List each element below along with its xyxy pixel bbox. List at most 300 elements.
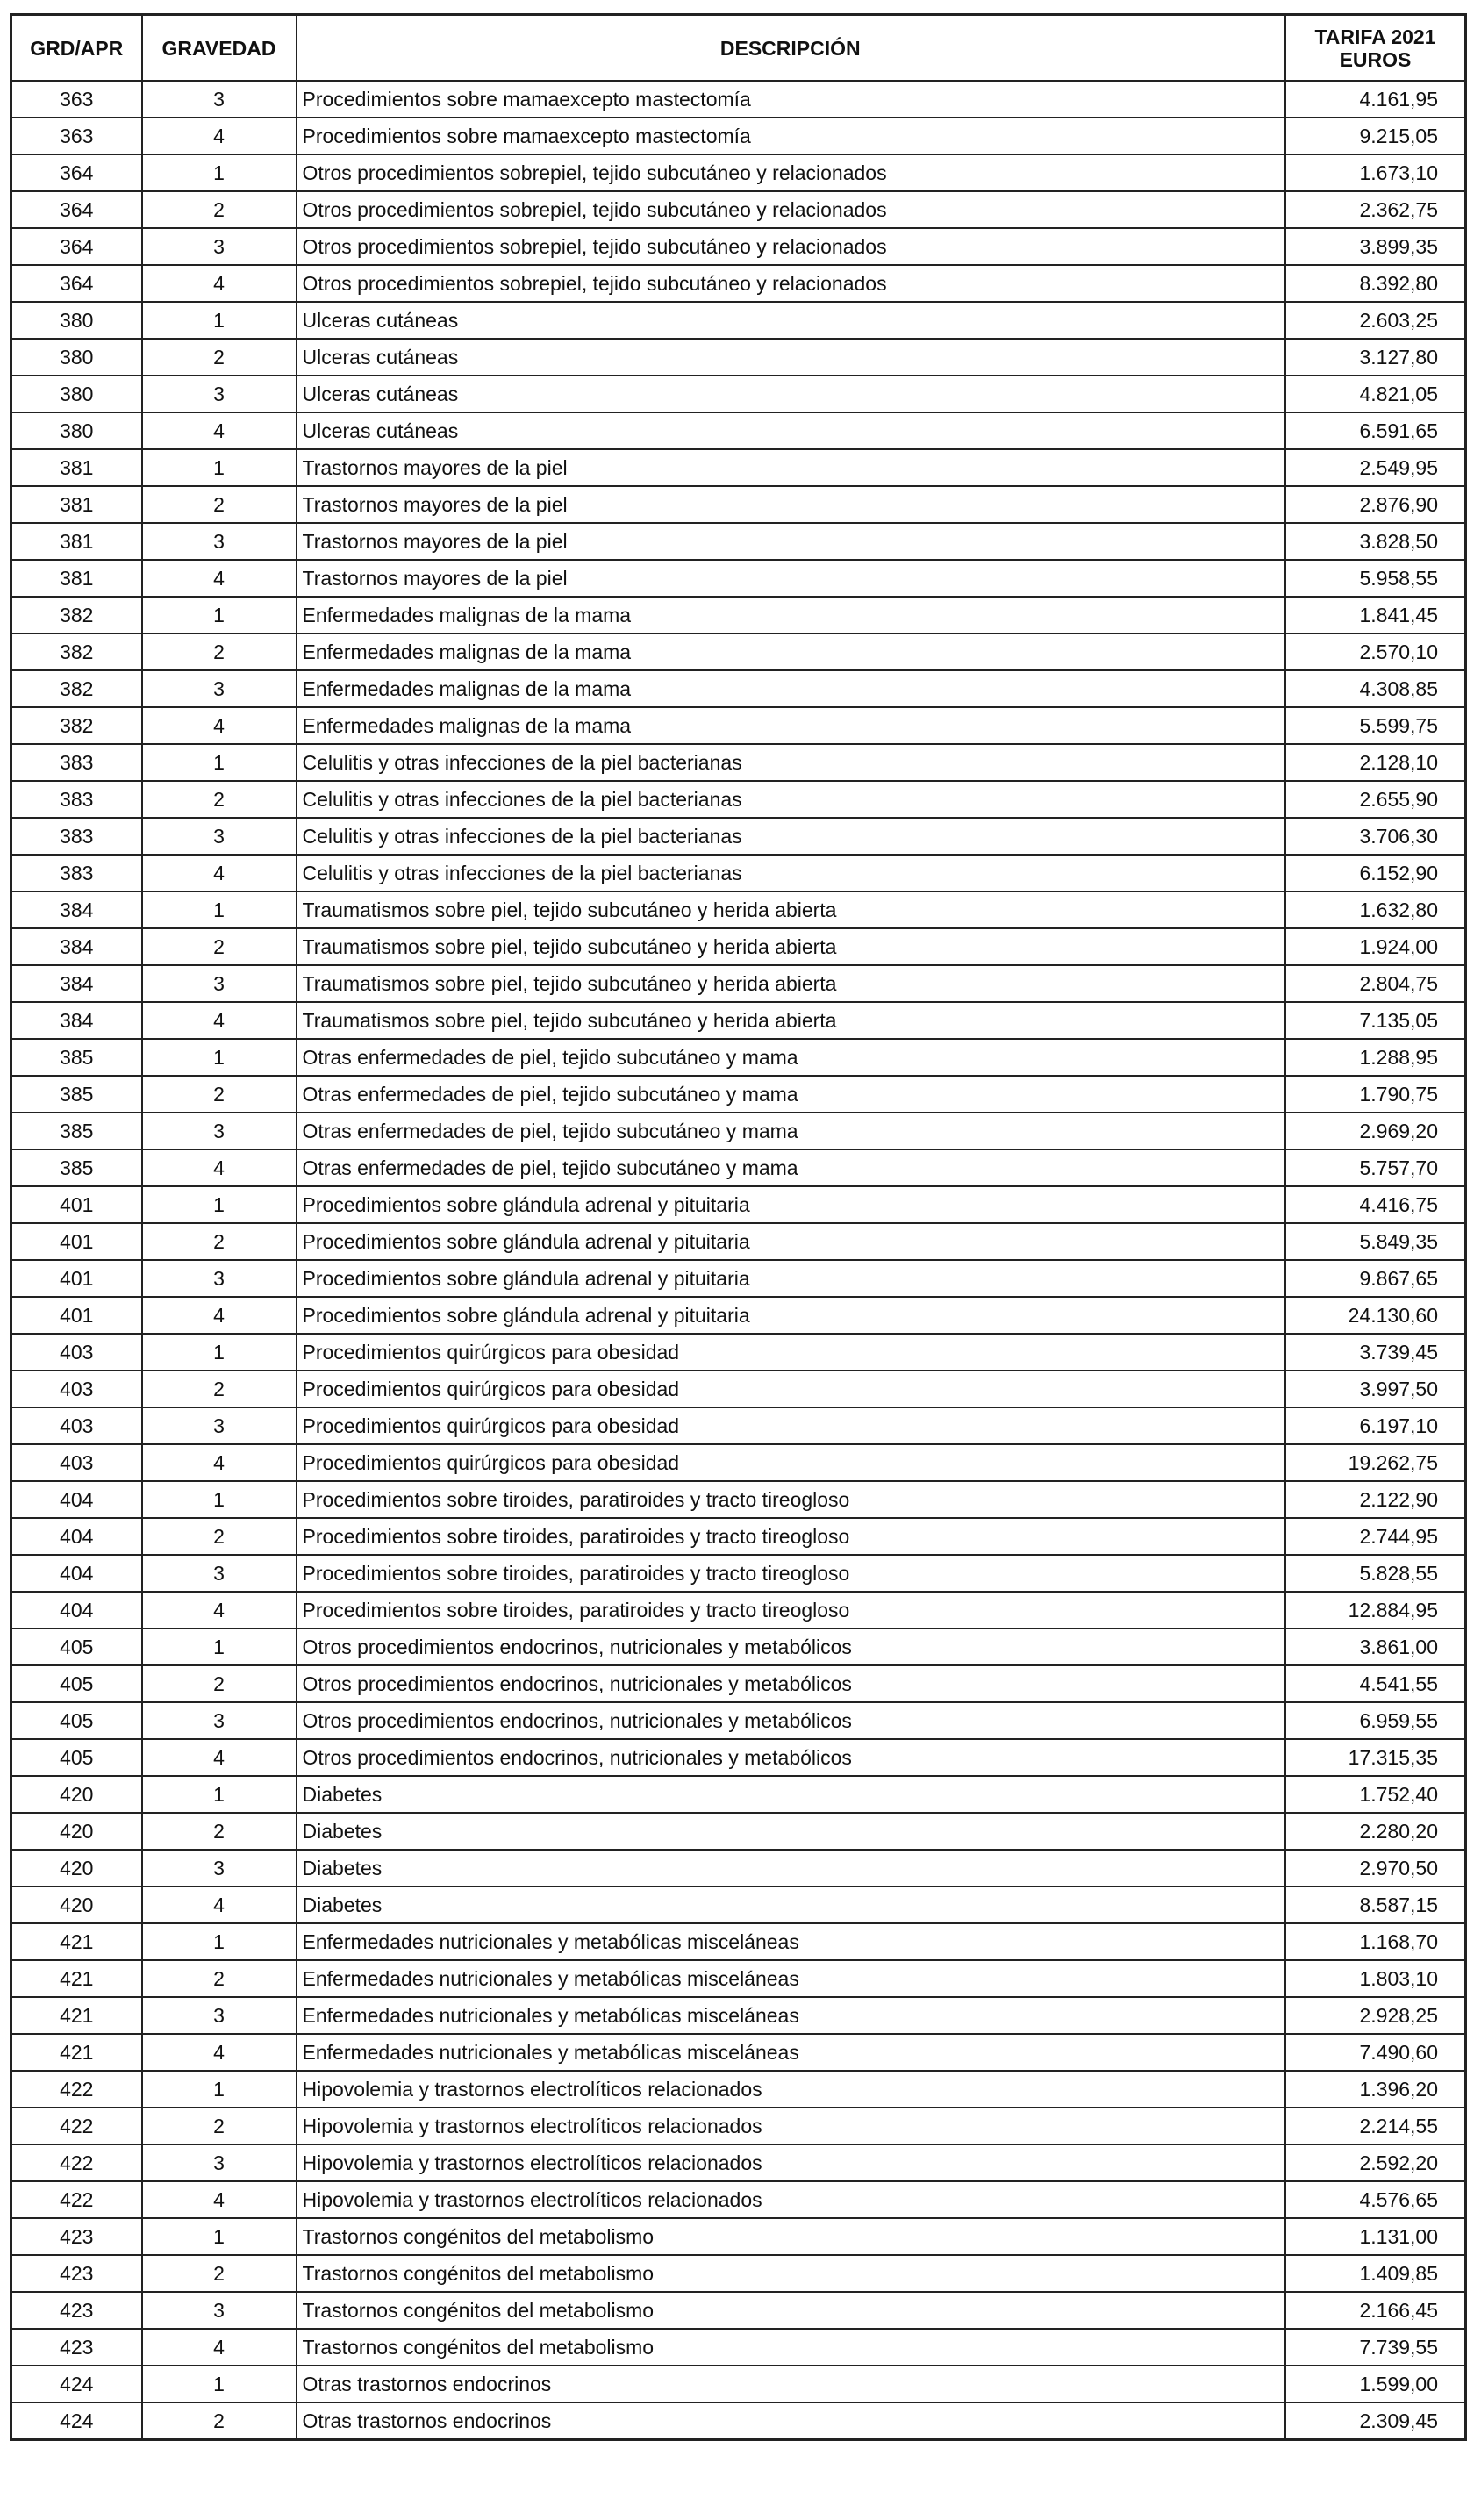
- cell-grd: 384: [11, 1002, 142, 1039]
- table-row: [11, 118, 1466, 154]
- cell-grd: 404: [11, 1555, 142, 1592]
- cell-gravedad: 2: [142, 2108, 297, 2144]
- cell-grd: 423: [11, 2218, 142, 2255]
- cell-gravedad: 1: [142, 1776, 297, 1813]
- cell-descripcion: Otros procedimientos endocrinos, nutricionales y metabólicos: [297, 1702, 1285, 1739]
- cell-descripcion: Procedimientos quirúrgicos para obesidad: [297, 1444, 1285, 1481]
- table-row: [11, 1076, 1466, 1113]
- cell-descripcion: Celulitis y otras infecciones de la piel bacterianas: [297, 744, 1285, 781]
- table-row: [11, 891, 1466, 928]
- table-row: [11, 1960, 1466, 1997]
- cell-grd: 421: [11, 1997, 142, 2034]
- cell-gravedad: 3: [142, 1555, 297, 1592]
- table-row: [11, 1813, 1466, 1850]
- cell-gravedad: 1: [142, 744, 297, 781]
- cell-tarifa: 1.673,10: [1285, 154, 1466, 191]
- cell-tarifa: 1.632,80: [1285, 891, 1466, 928]
- cell-tarifa: 6.591,65: [1285, 412, 1466, 449]
- table-row: [11, 2255, 1466, 2292]
- cell-descripcion: Otros procedimientos endocrinos, nutricionales y metabólicos: [297, 1665, 1285, 1702]
- cell-descripcion: Hipovolemia y trastornos electrolíticos relacionados: [297, 2144, 1285, 2181]
- cell-grd: 420: [11, 1886, 142, 1923]
- cell-grd: 403: [11, 1334, 142, 1371]
- table-row: [11, 707, 1466, 744]
- cell-gravedad: 2: [142, 1371, 297, 1407]
- cell-grd: 382: [11, 597, 142, 634]
- cell-grd: 363: [11, 81, 142, 118]
- table-row: [11, 1850, 1466, 1886]
- cell-tarifa: 4.161,95: [1285, 81, 1466, 118]
- cell-descripcion: Otras trastornos endocrinos: [297, 2366, 1285, 2402]
- cell-descripcion: Procedimientos sobre glándula adrenal y pituitaria: [297, 1260, 1285, 1297]
- cell-tarifa: 1.168,70: [1285, 1923, 1466, 1960]
- cell-grd: 381: [11, 486, 142, 523]
- cell-grd: 385: [11, 1076, 142, 1113]
- cell-tarifa: 24.130,60: [1285, 1297, 1466, 1334]
- table-row: [11, 965, 1466, 1002]
- table-row: [11, 1481, 1466, 1518]
- cell-descripcion: Procedimientos sobre tiroides, paratiroides y tracto tireogloso: [297, 1555, 1285, 1592]
- table-row: [11, 2108, 1466, 2144]
- table-row: [11, 2402, 1466, 2440]
- cell-grd: 401: [11, 1223, 142, 1260]
- cell-gravedad: 4: [142, 1886, 297, 1923]
- table-row: [11, 1297, 1466, 1334]
- cell-tarifa: 4.308,85: [1285, 670, 1466, 707]
- cell-gravedad: 4: [142, 2329, 297, 2366]
- cell-descripcion: Traumatismos sobre piel, tejido subcutáneo y herida abierta: [297, 891, 1285, 928]
- cell-descripcion: Otras enfermedades de piel, tejido subcutáneo y mama: [297, 1076, 1285, 1113]
- cell-grd: 380: [11, 376, 142, 412]
- cell-gravedad: 2: [142, 634, 297, 670]
- cell-descripcion: Otras trastornos endocrinos: [297, 2402, 1285, 2440]
- cell-tarifa: 2.744,95: [1285, 1518, 1466, 1555]
- cell-gravedad: 4: [142, 855, 297, 891]
- cell-grd: 420: [11, 1850, 142, 1886]
- header-grd: GRD/APR: [11, 15, 142, 82]
- cell-grd: 403: [11, 1371, 142, 1407]
- cell-grd: 364: [11, 265, 142, 302]
- cell-descripcion: Procedimientos sobre glándula adrenal y pituitaria: [297, 1186, 1285, 1223]
- cell-tarifa: 1.288,95: [1285, 1039, 1466, 1076]
- cell-descripcion: Otros procedimientos sobrepiel, tejido subcutáneo y relacionados: [297, 191, 1285, 228]
- cell-grd: 385: [11, 1039, 142, 1076]
- cell-tarifa: 1.396,20: [1285, 2071, 1466, 2108]
- table-row: [11, 228, 1466, 265]
- cell-gravedad: 4: [142, 560, 297, 597]
- header-tarifa-line1: TARIFA 2021: [1314, 25, 1436, 48]
- cell-tarifa: 1.599,00: [1285, 2366, 1466, 2402]
- cell-descripcion: Enfermedades malignas de la mama: [297, 634, 1285, 670]
- cell-descripcion: Diabetes: [297, 1776, 1285, 1813]
- table-row: [11, 1886, 1466, 1923]
- cell-gravedad: 1: [142, 449, 297, 486]
- cell-gravedad: 1: [142, 2071, 297, 2108]
- cell-grd: 385: [11, 1149, 142, 1186]
- cell-descripcion: Procedimientos sobre glándula adrenal y pituitaria: [297, 1297, 1285, 1334]
- cell-gravedad: 2: [142, 1813, 297, 1850]
- cell-grd: 404: [11, 1592, 142, 1629]
- cell-grd: 405: [11, 1739, 142, 1776]
- cell-descripcion: Enfermedades malignas de la mama: [297, 670, 1285, 707]
- cell-descripcion: Ulceras cutáneas: [297, 339, 1285, 376]
- cell-gravedad: 2: [142, 191, 297, 228]
- cell-tarifa: 2.592,20: [1285, 2144, 1466, 2181]
- cell-tarifa: 2.549,95: [1285, 449, 1466, 486]
- cell-grd: 420: [11, 1813, 142, 1850]
- cell-grd: 384: [11, 965, 142, 1002]
- table-row: [11, 2218, 1466, 2255]
- cell-gravedad: 4: [142, 1149, 297, 1186]
- table-row: [11, 265, 1466, 302]
- cell-gravedad: 2: [142, 781, 297, 818]
- cell-grd: 421: [11, 1960, 142, 1997]
- table-row: [11, 2071, 1466, 2108]
- cell-descripcion: Enfermedades malignas de la mama: [297, 707, 1285, 744]
- cell-tarifa: 19.262,75: [1285, 1444, 1466, 1481]
- cell-tarifa: 17.315,35: [1285, 1739, 1466, 1776]
- table-row: [11, 2292, 1466, 2329]
- cell-tarifa: 2.928,25: [1285, 1997, 1466, 2034]
- table-row: [11, 154, 1466, 191]
- cell-grd: 423: [11, 2329, 142, 2366]
- cell-gravedad: 4: [142, 265, 297, 302]
- cell-descripcion: Ulceras cutáneas: [297, 412, 1285, 449]
- cell-tarifa: 7.739,55: [1285, 2329, 1466, 2366]
- cell-descripcion: Enfermedades nutricionales y metabólicas misceláneas: [297, 1997, 1285, 2034]
- header-row: [11, 15, 1466, 82]
- cell-descripcion: Trastornos congénitos del metabolismo: [297, 2255, 1285, 2292]
- cell-tarifa: 7.135,05: [1285, 1002, 1466, 1039]
- cell-tarifa: 3.899,35: [1285, 228, 1466, 265]
- table-row: [11, 302, 1466, 339]
- table-row: [11, 1113, 1466, 1149]
- cell-gravedad: 4: [142, 1002, 297, 1039]
- table-row: [11, 560, 1466, 597]
- cell-gravedad: 2: [142, 2402, 297, 2440]
- cell-descripcion: Diabetes: [297, 1813, 1285, 1850]
- cell-descripcion: Hipovolemia y trastornos electrolíticos relacionados: [297, 2071, 1285, 2108]
- cell-tarifa: 5.599,75: [1285, 707, 1466, 744]
- cell-gravedad: 2: [142, 1960, 297, 1997]
- cell-gravedad: 3: [142, 228, 297, 265]
- table-row: [11, 339, 1466, 376]
- cell-descripcion: Hipovolemia y trastornos electrolíticos relacionados: [297, 2108, 1285, 2144]
- cell-tarifa: 2.876,90: [1285, 486, 1466, 523]
- cell-gravedad: 3: [142, 1850, 297, 1886]
- cell-grd: 363: [11, 118, 142, 154]
- cell-descripcion: Procedimientos sobre mamaexcepto mastectomía: [297, 118, 1285, 154]
- cell-gravedad: 3: [142, 2292, 297, 2329]
- cell-descripcion: Diabetes: [297, 1850, 1285, 1886]
- cell-tarifa: 12.884,95: [1285, 1592, 1466, 1629]
- cell-tarifa: 1.409,85: [1285, 2255, 1466, 2292]
- table-row: [11, 2181, 1466, 2218]
- cell-gravedad: 1: [142, 302, 297, 339]
- cell-grd: 384: [11, 928, 142, 965]
- cell-tarifa: 3.997,50: [1285, 1371, 1466, 1407]
- table-row: [11, 1739, 1466, 1776]
- cell-descripcion: Otras enfermedades de piel, tejido subcutáneo y mama: [297, 1113, 1285, 1149]
- cell-tarifa: 2.969,20: [1285, 1113, 1466, 1149]
- cell-grd: 421: [11, 1923, 142, 1960]
- cell-tarifa: 6.152,90: [1285, 855, 1466, 891]
- cell-gravedad: 1: [142, 1186, 297, 1223]
- table-row: [11, 2329, 1466, 2366]
- cell-descripcion: Celulitis y otras infecciones de la piel bacterianas: [297, 855, 1285, 891]
- cell-tarifa: 7.490,60: [1285, 2034, 1466, 2071]
- cell-grd: 404: [11, 1481, 142, 1518]
- cell-tarifa: 9.215,05: [1285, 118, 1466, 154]
- table-row: [11, 1223, 1466, 1260]
- cell-descripcion: Procedimientos sobre mamaexcepto mastectomía: [297, 81, 1285, 118]
- cell-gravedad: 4: [142, 412, 297, 449]
- cell-tarifa: 6.959,55: [1285, 1702, 1466, 1739]
- cell-gravedad: 4: [142, 1297, 297, 1334]
- cell-gravedad: 2: [142, 486, 297, 523]
- cell-gravedad: 2: [142, 339, 297, 376]
- cell-gravedad: 3: [142, 818, 297, 855]
- cell-descripcion: Celulitis y otras infecciones de la piel bacterianas: [297, 818, 1285, 855]
- cell-gravedad: 1: [142, 2218, 297, 2255]
- cell-tarifa: 4.541,55: [1285, 1665, 1466, 1702]
- table-row: [11, 1776, 1466, 1813]
- cell-tarifa: 5.757,70: [1285, 1149, 1466, 1186]
- cell-grd: 383: [11, 818, 142, 855]
- table-row: [11, 81, 1466, 118]
- cell-gravedad: 1: [142, 1629, 297, 1665]
- cell-gravedad: 1: [142, 1481, 297, 1518]
- cell-gravedad: 4: [142, 1444, 297, 1481]
- table-row: [11, 449, 1466, 486]
- cell-gravedad: 3: [142, 2144, 297, 2181]
- cell-gravedad: 3: [142, 670, 297, 707]
- cell-gravedad: 3: [142, 376, 297, 412]
- table-row: [11, 1629, 1466, 1665]
- cell-gravedad: 3: [142, 965, 297, 1002]
- cell-grd: 422: [11, 2108, 142, 2144]
- cell-descripcion: Procedimientos sobre tiroides, paratiroides y tracto tireogloso: [297, 1481, 1285, 1518]
- table-row: [11, 1592, 1466, 1629]
- cell-gravedad: 1: [142, 154, 297, 191]
- cell-grd: 422: [11, 2071, 142, 2108]
- cell-grd: 422: [11, 2181, 142, 2218]
- cell-gravedad: 2: [142, 928, 297, 965]
- table-row: [11, 1923, 1466, 1960]
- cell-tarifa: 4.576,65: [1285, 2181, 1466, 2218]
- cell-descripcion: Enfermedades nutricionales y metabólicas misceláneas: [297, 1960, 1285, 1997]
- cell-gravedad: 4: [142, 1592, 297, 1629]
- cell-grd: 405: [11, 1702, 142, 1739]
- cell-tarifa: 5.828,55: [1285, 1555, 1466, 1592]
- cell-gravedad: 1: [142, 2366, 297, 2402]
- cell-gravedad: 4: [142, 2181, 297, 2218]
- cell-grd: 424: [11, 2402, 142, 2440]
- cell-gravedad: 3: [142, 1260, 297, 1297]
- cell-gravedad: 3: [142, 1407, 297, 1444]
- table-row: [11, 744, 1466, 781]
- cell-gravedad: 4: [142, 118, 297, 154]
- cell-grd: 420: [11, 1776, 142, 1813]
- table-row: [11, 1039, 1466, 1076]
- cell-grd: 383: [11, 855, 142, 891]
- cell-descripcion: Procedimientos sobre tiroides, paratiroides y tracto tireogloso: [297, 1592, 1285, 1629]
- cell-descripcion: Hipovolemia y trastornos electrolíticos relacionados: [297, 2181, 1285, 2218]
- cell-gravedad: 3: [142, 81, 297, 118]
- cell-tarifa: 2.804,75: [1285, 965, 1466, 1002]
- cell-tarifa: 1.841,45: [1285, 597, 1466, 634]
- table-row: [11, 1407, 1466, 1444]
- cell-tarifa: 5.849,35: [1285, 1223, 1466, 1260]
- table-row: [11, 928, 1466, 965]
- table-row: [11, 1371, 1466, 1407]
- cell-descripcion: Otros procedimientos sobrepiel, tejido subcutáneo y relacionados: [297, 228, 1285, 265]
- cell-grd: 381: [11, 523, 142, 560]
- table-row: [11, 2366, 1466, 2402]
- cell-tarifa: 2.603,25: [1285, 302, 1466, 339]
- cell-tarifa: 6.197,10: [1285, 1407, 1466, 1444]
- cell-grd: 364: [11, 191, 142, 228]
- cell-grd: 424: [11, 2366, 142, 2402]
- cell-descripcion: Trastornos congénitos del metabolismo: [297, 2329, 1285, 2366]
- cell-gravedad: 3: [142, 1702, 297, 1739]
- cell-tarifa: 4.821,05: [1285, 376, 1466, 412]
- table-row: [11, 376, 1466, 412]
- cell-gravedad: 1: [142, 597, 297, 634]
- cell-grd: 401: [11, 1186, 142, 1223]
- cell-gravedad: 1: [142, 1334, 297, 1371]
- cell-descripcion: Trastornos mayores de la piel: [297, 486, 1285, 523]
- cell-gravedad: 4: [142, 1739, 297, 1776]
- cell-tarifa: 1.924,00: [1285, 928, 1466, 965]
- cell-gravedad: 2: [142, 1665, 297, 1702]
- cell-grd: 383: [11, 744, 142, 781]
- table-row: [11, 781, 1466, 818]
- cell-tarifa: 2.309,45: [1285, 2402, 1466, 2440]
- cell-tarifa: 2.362,75: [1285, 191, 1466, 228]
- cell-descripcion: Otros procedimientos sobrepiel, tejido subcutáneo y relacionados: [297, 265, 1285, 302]
- cell-grd: 364: [11, 228, 142, 265]
- cell-gravedad: 4: [142, 707, 297, 744]
- table-row: [11, 1334, 1466, 1371]
- table-row: [11, 2034, 1466, 2071]
- cell-tarifa: 2.280,20: [1285, 1813, 1466, 1850]
- table-row: [11, 597, 1466, 634]
- cell-gravedad: 2: [142, 2255, 297, 2292]
- table-row: [11, 1260, 1466, 1297]
- table-row: [11, 1702, 1466, 1739]
- cell-tarifa: 1.131,00: [1285, 2218, 1466, 2255]
- table-row: [11, 818, 1466, 855]
- cell-grd: 405: [11, 1665, 142, 1702]
- table-row: [11, 1444, 1466, 1481]
- cell-grd: 380: [11, 412, 142, 449]
- cell-tarifa: 1.790,75: [1285, 1076, 1466, 1113]
- cell-descripcion: Otras enfermedades de piel, tejido subcutáneo y mama: [297, 1149, 1285, 1186]
- cell-tarifa: 5.958,55: [1285, 560, 1466, 597]
- cell-descripcion: Otras enfermedades de piel, tejido subcutáneo y mama: [297, 1039, 1285, 1076]
- cell-tarifa: 3.706,30: [1285, 818, 1466, 855]
- cell-tarifa: 1.752,40: [1285, 1776, 1466, 1813]
- cell-descripcion: Enfermedades malignas de la mama: [297, 597, 1285, 634]
- table-row: [11, 191, 1466, 228]
- cell-tarifa: 8.587,15: [1285, 1886, 1466, 1923]
- header-descripcion: DESCRIPCIÓN: [297, 15, 1285, 82]
- cell-grd: 384: [11, 891, 142, 928]
- cell-tarifa: 2.655,90: [1285, 781, 1466, 818]
- header-tarifa-line2: EUROS: [1339, 47, 1412, 71]
- cell-gravedad: 3: [142, 523, 297, 560]
- cell-gravedad: 1: [142, 1039, 297, 1076]
- cell-descripcion: Enfermedades nutricionales y metabólicas misceláneas: [297, 1923, 1285, 1960]
- cell-grd: 401: [11, 1297, 142, 1334]
- cell-grd: 421: [11, 2034, 142, 2071]
- cell-descripcion: Trastornos congénitos del metabolismo: [297, 2218, 1285, 2255]
- cell-gravedad: 4: [142, 2034, 297, 2071]
- cell-grd: 423: [11, 2255, 142, 2292]
- cell-grd: 382: [11, 670, 142, 707]
- cell-tarifa: 2.970,50: [1285, 1850, 1466, 1886]
- table-row: [11, 634, 1466, 670]
- cell-descripcion: Ulceras cutáneas: [297, 376, 1285, 412]
- cell-descripcion: Procedimientos quirúrgicos para obesidad: [297, 1371, 1285, 1407]
- cell-descripcion: Ulceras cutáneas: [297, 302, 1285, 339]
- cell-grd: 380: [11, 339, 142, 376]
- table-row: [11, 1555, 1466, 1592]
- cell-gravedad: 1: [142, 1923, 297, 1960]
- cell-grd: 423: [11, 2292, 142, 2329]
- table-row: [11, 1518, 1466, 1555]
- cell-descripcion: Procedimientos quirúrgicos para obesidad: [297, 1334, 1285, 1371]
- cell-grd: 403: [11, 1407, 142, 1444]
- cell-tarifa: 2.166,45: [1285, 2292, 1466, 2329]
- cell-tarifa: 2.122,90: [1285, 1481, 1466, 1518]
- cell-gravedad: 3: [142, 1113, 297, 1149]
- cell-gravedad: 1: [142, 891, 297, 928]
- cell-descripcion: Enfermedades nutricionales y metabólicas misceláneas: [297, 2034, 1285, 2071]
- cell-descripcion: Diabetes: [297, 1886, 1285, 1923]
- cell-descripcion: Celulitis y otras infecciones de la piel bacterianas: [297, 781, 1285, 818]
- cell-grd: 382: [11, 707, 142, 744]
- cell-grd: 381: [11, 560, 142, 597]
- table-row: [11, 1665, 1466, 1702]
- table-row: [11, 1186, 1466, 1223]
- cell-gravedad: 3: [142, 1997, 297, 2034]
- cell-descripcion: Procedimientos sobre glándula adrenal y pituitaria: [297, 1223, 1285, 1260]
- cell-descripcion: Traumatismos sobre piel, tejido subcutáneo y herida abierta: [297, 1002, 1285, 1039]
- header-tarifa: [1285, 15, 1466, 82]
- table-row: [11, 1002, 1466, 1039]
- cell-grd: 383: [11, 781, 142, 818]
- cell-grd: 401: [11, 1260, 142, 1297]
- cell-descripcion: Trastornos mayores de la piel: [297, 449, 1285, 486]
- cell-descripcion: Procedimientos quirúrgicos para obesidad: [297, 1407, 1285, 1444]
- cell-grd: 422: [11, 2144, 142, 2181]
- cell-descripcion: Trastornos congénitos del metabolismo: [297, 2292, 1285, 2329]
- cell-grd: 404: [11, 1518, 142, 1555]
- cell-grd: 364: [11, 154, 142, 191]
- cell-grd: 405: [11, 1629, 142, 1665]
- table-row: [11, 412, 1466, 449]
- cell-tarifa: 2.128,10: [1285, 744, 1466, 781]
- cell-descripcion: Traumatismos sobre piel, tejido subcutáneo y herida abierta: [297, 928, 1285, 965]
- table-row: [11, 855, 1466, 891]
- cell-tarifa: 3.127,80: [1285, 339, 1466, 376]
- cell-descripcion: Otros procedimientos endocrinos, nutricionales y metabólicos: [297, 1739, 1285, 1776]
- cell-gravedad: 2: [142, 1076, 297, 1113]
- tariff-table: [10, 13, 1467, 2441]
- cell-gravedad: 2: [142, 1518, 297, 1555]
